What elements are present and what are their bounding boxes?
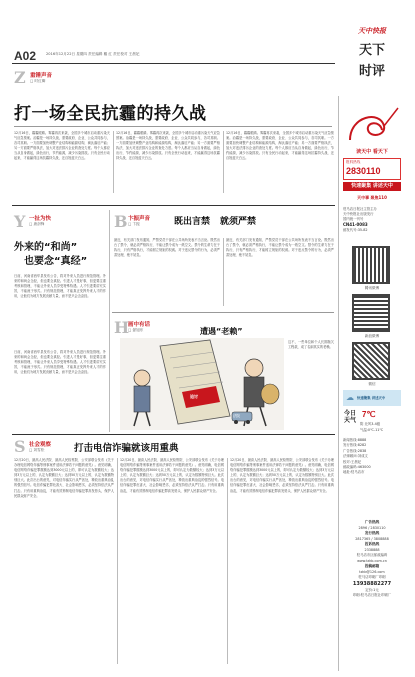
weather-range: 气温:0℃-11℃ [360,428,384,432]
duty-line: 法律顾问:刘成文 [343,454,368,459]
cartoon-label-car: 法院 [233,414,240,418]
left-headline-2: 也要念“真经” [24,256,88,267]
bottom-body-col-2: 12月20日，最高人民法院、最高人民检察院、公安部联合发布《关于办理电信网络诈骗等刑事案件适用法律若干问题的意见》。意见明确，电信网络诈骗犯罪数额达到3000元以上的，即可认定为数额较大；达到3万元以上的，认定为数额巨大；达到50万元以上的，认定为数额特别巨大。此次出台的意见，对电信诈骗实行从严惩处，释放出重典治乱的强烈信号。电信诈骗犯罪危害大、社会影响恶劣，必须坚持依法从严打击。只有用重典治乱，才能有效遏制电信诈骗犯罪高发势头，保护人民群众财产安全。 [120,458,224,493]
column-letter-s: S [14,437,26,456]
hotline-box [343,158,401,180]
info-line: 邮发代号:35-82 [343,228,368,232]
sidebar-swirl [340,96,402,148]
weather-desc: 阴 北风3-4级 [360,422,381,426]
sidebar-divider [338,96,339,671]
lead-byline: □ 时红卿 [30,79,46,83]
section-rule [12,205,335,206]
qr-label-tencent: 腾讯微博 [364,286,380,290]
qr-label-sina: 新浪微博 [364,334,380,338]
cartoon-illustration [120,338,284,430]
section-rule [112,312,334,313]
divider [223,238,224,306]
bottom-body-col-1: 12月20日，最高人民法院、最高人民检察院、公安部联合发布《关于办理电信网络诈骗等刑事案件适用法律若干问题的意见》。意见明确，电信网络诈骗犯罪数额达到3000元以上的，即可认定为数额较大；达到3万元以上的，认定为数额巨大；达到50万元以上的，认定为数额特别巨大。此次出台的意见，对电信诈骗实行从严惩处，释放出重典治乱的强烈信号。电信诈骗犯罪危害大、社会影响恶劣，必须坚持依法从严打击。只有用重典治乱，才能有效遏制电信诈骗犯罪高发势头，保护人民群众财产安全。 [14,458,114,498]
cartoon-label-tag: 追讨 [190,394,198,399]
left-headline-1: 外来的“和尚” [14,242,78,253]
mid-body-col-1: 最近，有关部门发布通知，严禁党员干部在公共场所发表不当言论。既然出台了禁令，就必须严格执行，不能让禁令成为一纸空文。禁令的生命力在于执行，只有严格执行，才能树立规矩的权威。对于违反禁令的行为，必须严肃处理，绝不姑息。 [114,238,220,258]
weather-banner-text: 快速聚集 讲述天中 [357,396,386,400]
price-line: 2338888 [364,547,380,552]
duty-list [343,438,401,476]
mid-headline-2: 就须严禁 [220,217,257,227]
hotline-number: 2830110 [346,166,381,176]
headline-rule [14,126,332,127]
section-title-2: 时评 [358,64,385,79]
divider [223,131,224,193]
page-number: A02 [14,49,37,63]
weather-title: 今日天气 [344,410,357,424]
lead-body-col-3: 12月16日，霾霾眼睛。雾霾再次来袭，全国多个城市启动重污染天气应急预案。治霾是一场持久战，需要政府、企业、公众共同参与，各司其职。一方面要加快调整产业结构和能源结构，淘汰落后产能；另一方面要严格执法，加大对违法排污企业的查处力度。每个人都应当从自身做起，绿色出行，节约能源，减少污染排放。只有全民行动起来，才能赢得这场抗霾持久战，还百姓蓝天白云。 [226,131,334,161]
weather-temp: 7℃ [362,410,376,419]
price-line: 投诉热线 [364,542,380,546]
promo-line: 天中事 聚焦110 [357,195,387,200]
mid-column-name: 卞振声音 [128,216,151,222]
divider [117,458,118,664]
divider [109,210,110,432]
cartoon-title: 遭遇“老赖” [200,327,243,336]
cartoon-byline: □ 晏旭东 [128,328,144,332]
weather-banner [343,390,401,406]
dateline: 2016年12月22日 星期四 责任编辑 戴 红 责任校对 王晨妃 [46,52,140,56]
lead-headline: 打一场全民抗霾的持久战 [14,104,207,124]
brand-logo [344,26,400,92]
duty-line: 发行热线:8282 [343,443,367,448]
column-letter-b: B [114,212,128,231]
duty-line: 邮政编码:463000 [343,465,371,470]
lead-body-col-1: 12月16日，霾霾眼睛。雾霾再次来袭，全国多个城市启动重污染天气应急预案。治霾是一场持久战，需要政府、企业、公众共同参与，各司其职。一方面要加快调整产业结构和能源结构，淘汰落后产能；另一方面要严格执法，加大对违法排污企业的查处力度。每个人都应当从自身做起，绿色出行，节约能源，减少污染排放。只有全民行动起来，才能赢得这场抗霾持久战，还百姓蓝天白云。 [14,131,110,161]
swirl-icon [340,96,402,148]
info-line: CN41-0083 [343,222,368,227]
bottom-byline: □ 刘雪松 [29,448,45,452]
price-line: 13938882277 [352,580,392,587]
mid-byline: □ 卞振 [128,222,140,226]
left-body-cont: 日前，河南省西华县发布公告，将对外来人员进行规范管理。外来的和尚会念经，但也要念真经。引进人才是好事，但更要注重考核和管理，不能让外来人员享受特殊待遇。人才引进要讲究实效，不能流于形式。只有规范管理，才能真正发挥外来人才的作用，让他们为地方发展贡献力量，而不是只会念歪经。 [14,350,106,375]
column-letter-z: Z [14,68,26,87]
left-byline: □ 唐剑锋 [29,222,45,226]
price-line: www.tzkb.com.cn [357,558,387,563]
duty-line: 地址:驻马店市 [343,470,365,475]
duty-line: 广告热线:2838 [343,448,367,453]
hotline-label: 报料热线 [346,160,361,164]
price-line: 投稿邮箱 [364,564,380,568]
header-rule [12,63,335,64]
divider [227,458,228,664]
column-letter-h: H [114,318,130,337]
divider [113,131,114,193]
qr-code-tencent[interactable] [352,246,390,284]
column-letter-y: Y [14,212,26,231]
bottom-headline: 打击电信诈骗就该用重典 [74,443,179,454]
qr-code-wechat[interactable] [352,342,390,380]
qr-label-wechat: 微信 [368,382,376,386]
info-line: 驻马店日报社主管主办 [343,207,377,211]
price-line: 印刷:驻马店日报社印刷厂 [352,593,392,597]
price-list [343,520,401,599]
left-column-name: 一扯为快 [29,216,52,222]
qr-code-sina[interactable] [352,294,390,332]
price-line: 定价:1元 [365,587,379,592]
mid-body-col-2: 最近，有关部门发布通知，严禁党员干部在公共场所发表不当言论。既然出台了禁令，就必须严格执行，不能让禁令成为一纸空文。禁令的生命力在于执行，只有严格执行，才能树立规矩的权威。对于违反禁令的行为，必须严肃处理，绝不姑息。 [226,238,334,258]
brand-name: 天中快报 [358,27,386,35]
lead-column-name: 重锤声音 [30,73,53,79]
info-line: 天中快报社出版发行 [343,212,374,216]
info-line: 国内统一刊号 [343,217,364,221]
cartoon-column-name: 画中有话 [128,322,151,328]
lead-body-col-2: 12月16日，霾霾眼睛。雾霾再次来袭，全国多个城市启动重污染天气应急预案。治霾是一场持久战，需要政府、企业、公众共同参与，各司其职。一方面要加快调整产业结构和能源结构，淘汰落后产能；另一方面要严格执法，加大对违法排污企业的查处力度。每个人都应当从自身做起，绿色出行，节约能源，减少污染排放。只有全民行动起来，才能赢得这场抗霾持久战，还百姓蓝天白云。 [116,131,220,161]
section-rule [12,434,335,435]
duty-line: 校对:王晨妃 [343,459,362,464]
bottom-column-name: 社会观察 [29,442,52,448]
section-title-1: 天下 [358,43,385,58]
duty-line: 新闻热线:8888 [343,438,367,442]
sidebar-banner: 读天中 看天下 [356,149,388,155]
price-line: 2817365 / 3808888 [355,536,389,541]
sidebar-info [343,207,401,233]
price-line: 2896 / 2830110 [358,525,386,530]
left-body: 日前，河南省西华县发布公告，将对外来人员进行规范管理。外来的和尚会念经，但也要念真经。引进人才是好事，但更要注重考核和管理，不能让外来人员享受特殊待遇。人才引进要讲究实效，不能流于形式。只有规范管理，才能真正发挥外来人才的作用，让他们为地方发展贡献力量，而不是只会念歪经。 [14,274,106,299]
price-line: 广告热线 [364,520,380,524]
cloud-icon: ☁ [346,393,354,402]
mid-headline-1: 既出言禁 [174,217,211,227]
price-line: 发行热线 [364,531,380,535]
cartoon-svg [120,338,284,430]
red-promo-strip: 快速聚集 讲述天中 [343,182,401,191]
price-line: 驻马店印刷厂印刷 [358,575,386,579]
cartoon-caption: 这不，一些单位和个人长期拖欠工程款，成了名副其实的老赖。 [288,340,334,350]
price-line: tzkb@126.com [359,569,385,574]
bottom-body-col-3: 12月20日，最高人民法院、最高人民检察院、公安部联合发布《关于办理电信网络诈骗等刑事案件适用法律若干问题的意见》。意见明确，电信网络诈骗犯罪数额达到3000元以上的，即可认定为数额较大；达到3万元以上的，认定为数额巨大；达到50万元以上的，认定为数额特别巨大。此次出台的意见，对电信诈骗实行从严惩处，释放出重典治乱的强烈信号。电信诈骗犯罪危害大、社会影响恶劣，必须坚持依法从严打击。只有用重典治乱，才能有效遏制电信诈骗犯罪高发势头，保护人民群众财产安全。 [230,458,334,493]
price-line: 驻马店市区邮政编码 [356,553,388,557]
